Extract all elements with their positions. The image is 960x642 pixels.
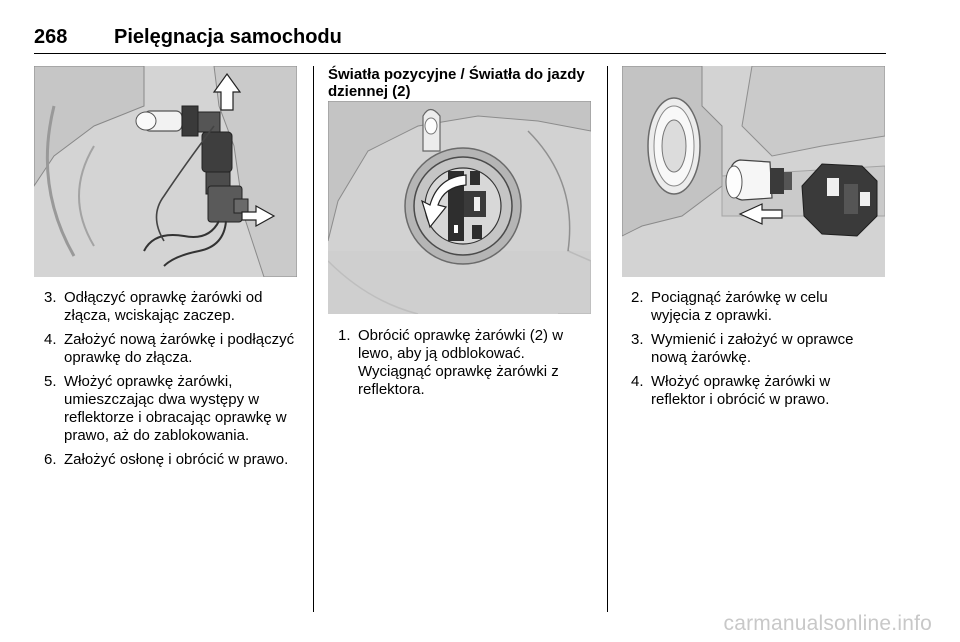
- headlamp-connector-illustration: [34, 66, 297, 277]
- list-item: 6. Założyć osłonę i obrócić w prawo.: [44, 451, 289, 468]
- instruction-list-col3: [631, 289, 881, 415]
- bulb-holder-rotate-illustration: [328, 101, 591, 314]
- list-item: 4. Włożyć oprawkę żarówki w reflektor i obrócić w prawo.: [631, 373, 831, 408]
- page-title: Pielęgnacja samochodu: [114, 26, 342, 48]
- column-divider-2: [607, 66, 608, 612]
- header-divider: [34, 53, 886, 54]
- bulb-removal-illustration: [622, 66, 885, 277]
- list-item: 5. Włożyć oprawkę żarówki, umieszczając dwa występy w reflektorze i obracając oprawkę w prawo, aż do zablokowania.: [44, 373, 287, 444]
- list-item: 3. Odłączyć oprawkę żarówki od złącza, wciskając zaczep.: [44, 289, 263, 324]
- instruction-list-col1: [44, 289, 304, 475]
- page-header: [34, 26, 886, 52]
- section-heading: Światła pozycyjne / Światła do jazdy dziennej (2): [328, 66, 585, 100]
- column-divider-1: [313, 66, 314, 612]
- page-number: 268: [34, 26, 68, 48]
- list-item: 1. Obrócić oprawkę żarówki (2) w lewo, aby ją odblokować. Wyciągnąć oprawkę żarówki z reflektora.: [338, 327, 564, 398]
- instruction-list-col2: [338, 327, 598, 405]
- list-item: 4. Założyć nową żarówkę i podłączyć oprawkę do złącza.: [44, 331, 295, 366]
- list-item: 3. Wymienić i założyć w oprawce nową żarówkę.: [631, 331, 854, 366]
- watermark: carmanualsonline.info: [723, 612, 932, 635]
- list-item: 2. Pociągnąć żarówkę w celu wyjęcia z oprawki.: [631, 289, 828, 324]
